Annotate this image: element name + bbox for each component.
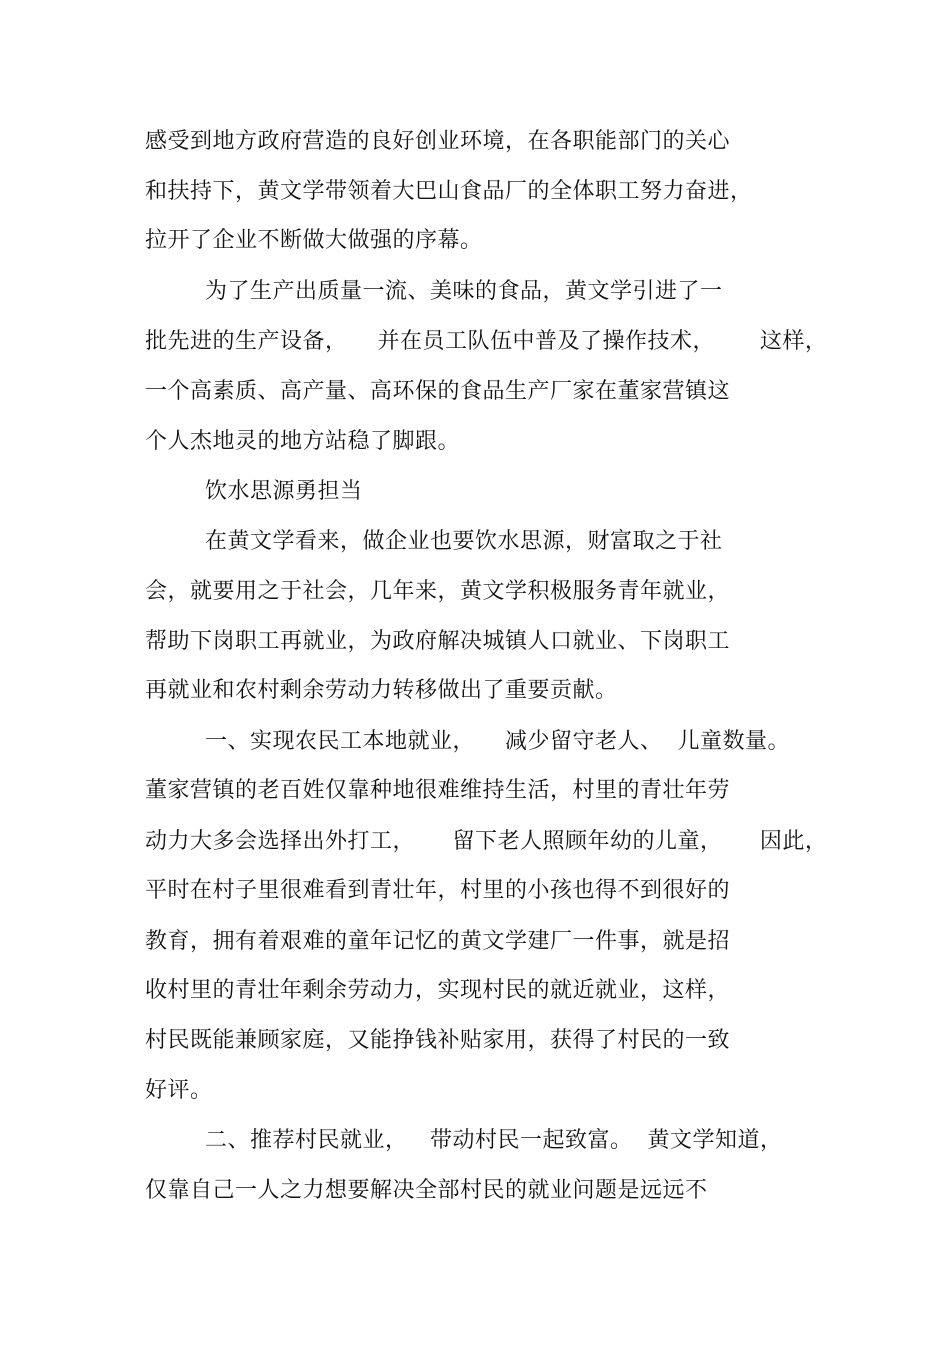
text-line: 个人杰地灵的地方站稳了脚跟。 xyxy=(145,429,461,454)
text-line: 村民既能兼顾家庭，又能挣钱补贴家用，获得了村民的一致 xyxy=(145,1028,731,1053)
paragraph-start: 为了生产出质量一流、美味的食品，黄文学引进了一 xyxy=(205,279,723,304)
text-line: 感受到地方政府营造的良好创业环境，在各职能部门的关心 xyxy=(145,129,731,154)
text-line: 会，就要用之于社会，几年来，黄文学积极服务青年就业， xyxy=(145,579,731,604)
paragraph-start: 二、推荐村民就业， 带动村民一起致富。 黄文学知道， xyxy=(205,1128,783,1153)
text-line: 平时在村子里很难看到青壮年，村里的小孩也得不到很好的 xyxy=(145,878,731,903)
text-line: 教育，拥有着艰难的童年记忆的黄文学建厂一件事，就是招 xyxy=(145,929,731,954)
text-line: 批先进的生产设备， 并在员工队伍中普及了操作技术， 这样， xyxy=(145,329,828,354)
text-line: 仅靠自己一人之力想要解决全部村民的就业问题是远远不 xyxy=(145,1178,708,1203)
text-line: 董家营镇的老百姓仅靠种地很难维持生活，村里的青壮年劳 xyxy=(145,778,731,803)
paragraph-start: 一、实现农民工本地就业， 减少留守老人、 儿童数量。 xyxy=(205,729,790,754)
text-line: 动力大多会选择出外打工， 留下老人照顾年幼的儿童， 因此， xyxy=(145,829,828,854)
section-heading: 饮水思源勇担当 xyxy=(205,479,363,504)
paragraph-start: 在黄文学看来，做企业也要饮水思源，财富取之于社 xyxy=(205,529,723,554)
text-line: 再就业和农村剩余劳动力转移做出了重要贡献。 xyxy=(145,678,618,703)
text-line: 和扶持下，黄文学带领着大巴山食品厂的全体职工努力奋进， xyxy=(145,179,753,204)
text-line: 帮助下岗职工再就业，为政府解决城镇人口就业、下岗职工 xyxy=(145,629,731,654)
text-line: 拉开了企业不断做大做强的序幕。 xyxy=(145,228,483,253)
text-line: 好评。 xyxy=(145,1078,213,1103)
text-line: 一个高素质、高产量、高环保的食品生产厂家在董家营镇这 xyxy=(145,379,731,404)
text-line: 收村里的青壮年剩余劳动力，实现村民的就近就业，这样， xyxy=(145,978,731,1003)
